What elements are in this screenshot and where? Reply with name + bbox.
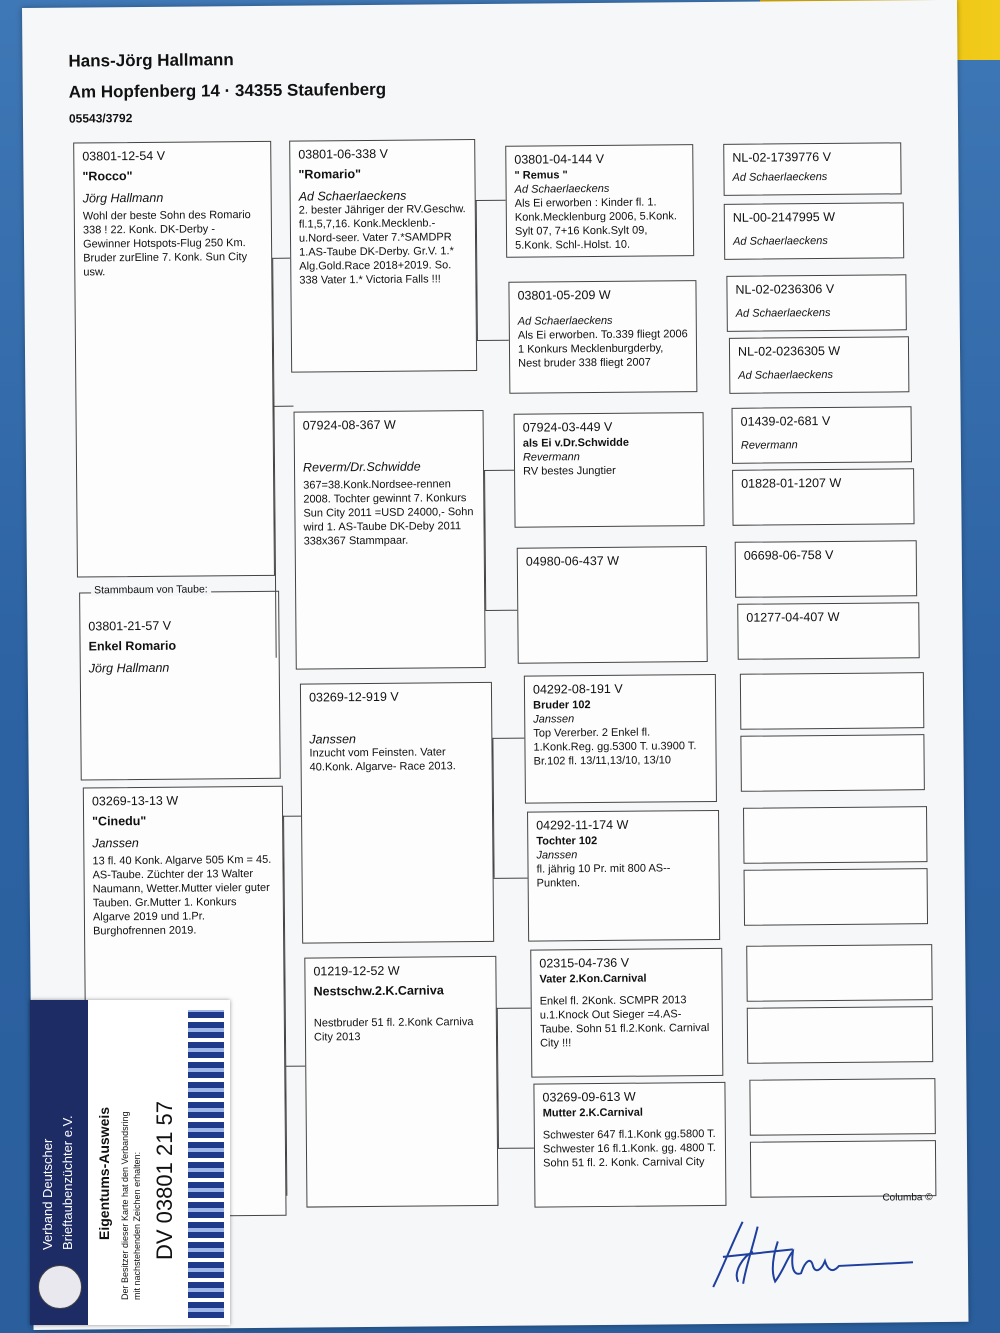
owner-name: Hans-Jörg Hallmann: [68, 50, 234, 71]
gen3-box: [505, 144, 694, 258]
gen3-breeder: Ad Schaerlaeckens: [514, 182, 610, 196]
owner-address: Am Hopfenberg 14 · 34355 Staufenberg: [68, 79, 387, 102]
gen4-box: [750, 1140, 936, 1198]
gen3-note: fl. jährig 10 Pr. mit 800 AS-- Punkten.: [536, 862, 671, 890]
gen2-box: [304, 956, 498, 1208]
gen4-ring: NL-02-1739776 V: [732, 149, 832, 165]
card-small-line2: mit nachstehenden Zeichen erhalten:: [132, 1151, 142, 1300]
gen2-name: Nestschw.2.K.Carniva: [313, 983, 444, 999]
pigeon-name: Enkel Romario: [88, 638, 177, 654]
gen2-ring: 01219-12-52 W: [313, 963, 400, 979]
gen4-box: [737, 602, 919, 660]
gen3-ring: 04292-11-174 W: [536, 817, 629, 833]
sire-note: Wohl der beste Sohn des Romario 338 ! 22. Konk. DK-Derby - Gewinner Hotspots-Flug 250 Km. Bruder zurEline 7. Konk. Sun City usw.: [82, 209, 251, 279]
gen2-name: [309, 709, 483, 725]
pigeon-ring: 03801-21-57 V: [88, 618, 172, 634]
gen4-ring: 01277-04-407 W: [746, 609, 840, 625]
gen3-note: Top Vererber. 2 Enkel fl. 1.Konk.Reg. gg.5300 T. u.3900 T. Br.102 fl. 13/11,13/10, 13/10: [533, 726, 697, 768]
card-ring-number: DV 03801 21 57: [152, 1100, 177, 1260]
gen3-name: Vater 2.Kon.Carnival: [539, 972, 647, 986]
sire-box: [73, 141, 275, 578]
gen2-box: [289, 139, 477, 373]
gen4-box: [723, 142, 901, 196]
signature: [683, 1210, 924, 1292]
sire-breeder: Jörg Hallmann: [82, 190, 164, 206]
gen3-note: Schwester 647 fl.1.Konk gg.5800 T. Schwester 16 fl.1.Konk. gg. 4800 T. Sohn 51 fl. 2. Konk. Carnival City: [542, 1127, 716, 1170]
sire-name: "Rocco": [82, 169, 133, 184]
gen3-note: Als Ei erworben : Kinder fl. 1. Konk.Mecklenburg 2006, 5.Konk. Sylt 07, 7+16 Konk.Sylt 09, 5.Konk. Schl-.Holst. 10.: [514, 196, 677, 252]
gen4-box: [732, 468, 914, 526]
gen2-box: [294, 410, 486, 670]
card-org-line2: Brieftaubenzüchter e.V.: [60, 1115, 75, 1250]
owner-phone: 05543/3792: [68, 111, 133, 126]
gen4-ring: 06698-06-758 V: [743, 547, 834, 563]
gen3-name: " Remus ": [514, 169, 568, 182]
gen4-box: [726, 274, 906, 332]
connector-line: [273, 406, 293, 407]
gen3-breeder: Ad Schaerlaeckens: [517, 314, 613, 328]
connector-line: [497, 1008, 499, 1148]
gen3-box: [527, 810, 720, 942]
gen3-box: [530, 948, 723, 1078]
gen3-box: [533, 1082, 726, 1208]
gen3-ring: 07924-03-449 V: [522, 419, 613, 435]
gen3-name: Bruder 102: [533, 699, 591, 712]
gen2-ring: 07924-08-367 W: [302, 417, 396, 433]
gen3-box: [517, 546, 708, 664]
connector-line: [492, 738, 494, 878]
gen3-ring: 04980-06-437 W: [525, 553, 620, 569]
connector-line: [476, 200, 478, 340]
pigeon-logo-icon: [38, 1265, 82, 1309]
gen3-ring: 02315-04-736 V: [539, 955, 630, 971]
dam-ring: 03269-13-13 W: [91, 793, 179, 809]
gen3-note: Als Ei erworben. To.339 fliegt 2006 1 Konkurs Mecklenburgderby, Nest bruder 338 fliegt 2007: [517, 328, 688, 370]
connector-line: [484, 470, 486, 610]
gen2-name: "Romario": [298, 167, 362, 182]
connector-line: [492, 738, 524, 739]
connector-line: [272, 258, 290, 259]
pigeon-breeder: Jörg Hallmann: [88, 660, 170, 676]
gen4-box: [740, 734, 924, 792]
gen4-ring: NL-02-0236305 W: [737, 343, 841, 359]
gen4-ring: 01439-02-681 V: [740, 413, 831, 429]
card-org-line1: Verband Deutscher: [40, 1138, 55, 1250]
gen2-box: [300, 682, 494, 944]
ownership-card: [30, 1000, 230, 1325]
dam-note: 13 fl. 40 Konk. Algarve 505 Km = 45. AS-Taube. Züchter der 13 Walter Naumann, Wetter.Mutter vieler guter Tauben. Gr.Mutter 1. Konkurs Algarve 2019 und 1.Pr. Burghofrennen 2019.: [92, 853, 272, 938]
card-security-pattern: [188, 1010, 224, 1318]
pigeon-box: [79, 591, 281, 781]
gen4-breeder: Ad Schaerlaeckens: [732, 170, 828, 184]
gen2-note: 367=38.Konk.Nordsee-rennen 2008. Tochter gewinnt 7. Konkurs Sun City 2011 =USD 24000,- Sohn wird 1. AS-Taube DK-Deby 2011 338x367 Stammpaar.: [303, 478, 474, 548]
gen4-box: [743, 806, 927, 864]
gen4-box: [747, 1006, 933, 1064]
dam-breeder: Janssen: [92, 836, 139, 851]
pigeon-label: Stammbaum von Taube:: [91, 583, 211, 596]
gen2-ring: 03801-06-338 V: [298, 146, 389, 162]
gen3-ring: 03801-04-144 V: [514, 151, 605, 167]
gen4-box: [732, 406, 912, 464]
gen3-box: [524, 674, 717, 804]
gen3-ring: 03269-09-613 W: [542, 1089, 636, 1105]
card-title: Eigentums-Ausweis: [96, 1106, 112, 1240]
gen4-ring: NL-00-2147995 W: [732, 209, 836, 225]
gen2-breeder: Ad Schaerlaeckens: [298, 188, 407, 204]
connector-line: [498, 1148, 534, 1149]
gen4-box: [744, 868, 928, 926]
gen2-note: 2. bester Jähriger der RV.Geschw. fl.1,5,7,16. Konk.Mecklenb.-u.Nord-seer. Vater 7.*SAMDPR 1.AS-Taube DK-Derby. Gr.V. 1.* Alg.Gold.Race 2018+2019. So. 338 Vater 1.* Victoria Falls !!!: [298, 203, 466, 287]
gen4-breeder: Ad Schaerlaeckens: [735, 306, 831, 320]
gen3-name: Tochter 102: [536, 835, 598, 848]
connector-line: [477, 340, 509, 341]
card-small-line1: Der Besitzer dieser Karte hat den Verbandsring: [120, 1111, 130, 1300]
gen4-ring: 01828-01-1207 W: [741, 475, 842, 491]
gen3-breeder: Revermann: [522, 451, 580, 464]
gen4-box: [749, 1078, 935, 1136]
gen2-note: Inzucht vom Feinsten. Vater 40.Konk. Algarve- Race 2013.: [309, 746, 456, 774]
gen2-breeder: Reverm/Dr.Schwidde: [302, 459, 421, 475]
gen3-ring: 04292-08-191 V: [532, 681, 623, 697]
gen3-note: Enkel fl. 2Konk. SCMPR 2013 u.1.Knock Out Sieger =4.AS-Taube. Sohn 51 fl.2.Konk. Carnival City !!!: [539, 994, 710, 1050]
gen3-ring: 03801-05-209 W: [517, 287, 611, 303]
gen4-breeder: Ad Schaerlaeckens: [733, 234, 828, 248]
gen4-box: [746, 944, 932, 1002]
gen3-note: RV bestes Jungtier: [523, 464, 616, 478]
gen2-ring: 03269-12-919 V: [308, 689, 399, 705]
connector-line: [485, 610, 517, 611]
gen3-breeder: Janssen: [536, 849, 578, 862]
gen3-name: Mutter 2.K.Carnival: [542, 1106, 643, 1120]
gen4-box: [740, 672, 924, 730]
connector-line: [494, 878, 528, 879]
gen2-breeder: Janssen: [309, 732, 357, 747]
gen4-breeder: Revermann: [740, 439, 798, 452]
connector-line: [497, 1008, 531, 1009]
gen3-name: als Ei v.Dr.Schwidde: [522, 436, 630, 450]
connector-line: [476, 200, 506, 201]
columba-credit: Columba ©: [882, 1192, 933, 1204]
gen2-name: [303, 437, 475, 453]
gen3-box: [514, 412, 705, 528]
connector-line: [484, 470, 514, 471]
gen4-box: [735, 540, 917, 598]
gen4-box: [724, 202, 904, 260]
gen2-note: Nestbruder 51 fl. 2.Konk Carniva City 2013: [313, 1016, 474, 1044]
gen4-breeder: Ad Schaerlaeckens: [738, 368, 834, 382]
dam-name: "Cinedu": [92, 813, 147, 829]
connector-line: [285, 1066, 305, 1067]
gen3-breeder: Janssen: [533, 713, 575, 726]
sire-ring: 03801-12-54 V: [82, 148, 166, 164]
gen3-box: [508, 280, 697, 394]
gen4-box: [729, 336, 909, 394]
gen4-ring: NL-02-0236306 V: [735, 281, 835, 297]
